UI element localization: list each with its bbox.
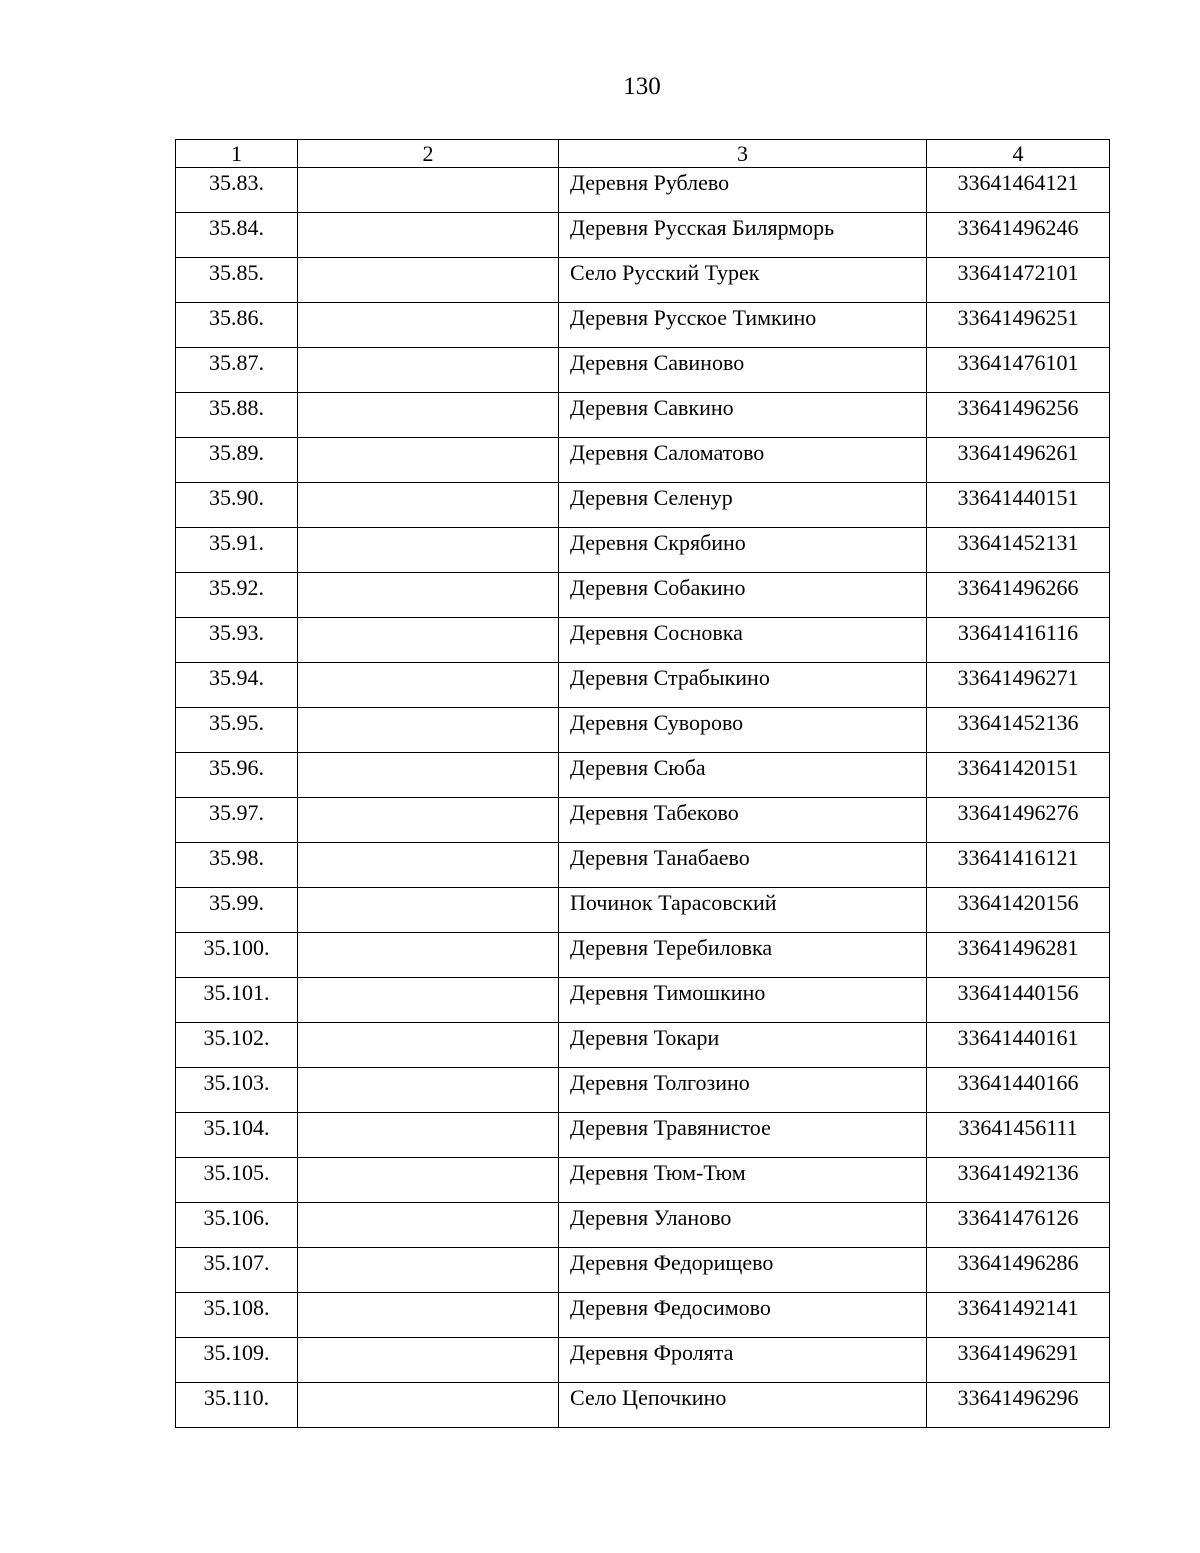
row-number-cell: 35.105. (176, 1158, 298, 1203)
settlement-name-cell: Деревня Тимошкино (559, 978, 927, 1023)
row-number-cell: 35.108. (176, 1293, 298, 1338)
settlement-name-cell: Деревня Сюба (559, 753, 927, 798)
oktmo-code-cell: 33641440151 (927, 483, 1110, 528)
oktmo-code-cell: 33641496251 (927, 303, 1110, 348)
settlement-name-cell: Деревня Савиново (559, 348, 927, 393)
empty-cell (298, 168, 559, 213)
table-row (176, 1023, 1110, 1068)
table-row (176, 348, 1110, 393)
settlement-name-cell: Деревня Собакино (559, 573, 927, 618)
oktmo-code-cell: 33641476126 (927, 1203, 1110, 1248)
table-row (176, 528, 1110, 573)
empty-cell (298, 213, 559, 258)
row-number-cell: 35.96. (176, 753, 298, 798)
row-number-cell: 35.100. (176, 933, 298, 978)
empty-cell (298, 1293, 559, 1338)
row-number-cell: 35.85. (176, 258, 298, 303)
oktmo-code-cell: 33641496261 (927, 438, 1110, 483)
table-row (176, 1248, 1110, 1293)
row-number-cell: 35.92. (176, 573, 298, 618)
settlement-name-cell: Село Цепочкино (559, 1383, 927, 1428)
row-number-cell: 35.103. (176, 1068, 298, 1113)
empty-cell (298, 1158, 559, 1203)
empty-cell (298, 258, 559, 303)
empty-cell (298, 978, 559, 1023)
row-number-cell: 35.99. (176, 888, 298, 933)
empty-cell (298, 708, 559, 753)
empty-cell (298, 438, 559, 483)
table-row (176, 168, 1110, 213)
empty-cell (298, 933, 559, 978)
table-body (176, 168, 1110, 1428)
oktmo-code-cell: 33641416116 (927, 618, 1110, 663)
column-header-4: 4 (927, 140, 1110, 168)
table-row (176, 933, 1110, 978)
settlements-table (175, 139, 1110, 1428)
oktmo-code-cell: 33641464121 (927, 168, 1110, 213)
settlement-name-cell: Деревня Уланово (559, 1203, 927, 1248)
settlement-name-cell: Деревня Сосновка (559, 618, 927, 663)
oktmo-code-cell: 33641440156 (927, 978, 1110, 1023)
empty-cell (298, 528, 559, 573)
settlement-name-cell: Деревня Рублево (559, 168, 927, 213)
row-number-cell: 35.94. (176, 663, 298, 708)
oktmo-code-cell: 33641496296 (927, 1383, 1110, 1428)
empty-cell (298, 1203, 559, 1248)
empty-cell (298, 618, 559, 663)
row-number-cell: 35.88. (176, 393, 298, 438)
oktmo-code-cell: 33641496286 (927, 1248, 1110, 1293)
empty-cell (298, 483, 559, 528)
oktmo-code-cell: 33641416121 (927, 843, 1110, 888)
oktmo-code-cell: 33641420151 (927, 753, 1110, 798)
empty-cell (298, 1113, 559, 1158)
row-number-cell: 35.98. (176, 843, 298, 888)
table-row (176, 258, 1110, 303)
oktmo-code-cell: 33641496291 (927, 1338, 1110, 1383)
row-number-cell: 35.106. (176, 1203, 298, 1248)
table-row (176, 1338, 1110, 1383)
settlement-name-cell: Деревня Теребиловка (559, 933, 927, 978)
settlement-name-cell: Деревня Скрябино (559, 528, 927, 573)
oktmo-code-cell: 33641492141 (927, 1293, 1110, 1338)
empty-cell (298, 348, 559, 393)
row-number-cell: 35.84. (176, 213, 298, 258)
row-number-cell: 35.87. (176, 348, 298, 393)
table-row (176, 438, 1110, 483)
oktmo-code-cell: 33641496281 (927, 933, 1110, 978)
oktmo-code-cell: 33641472101 (927, 258, 1110, 303)
empty-cell (298, 1068, 559, 1113)
settlement-name-cell: Деревня Саломатово (559, 438, 927, 483)
empty-cell (298, 393, 559, 438)
table-row (176, 1383, 1110, 1428)
empty-cell (298, 663, 559, 708)
oktmo-code-cell: 33641452136 (927, 708, 1110, 753)
empty-cell (298, 303, 559, 348)
oktmo-code-cell: 33641440166 (927, 1068, 1110, 1113)
empty-cell (298, 798, 559, 843)
row-number-cell: 35.101. (176, 978, 298, 1023)
column-header-3: 3 (559, 140, 927, 168)
row-number-cell: 35.89. (176, 438, 298, 483)
settlement-name-cell: Деревня Суворово (559, 708, 927, 753)
table-row (176, 1293, 1110, 1338)
page-number: 130 (623, 73, 661, 100)
column-header-1: 1 (176, 140, 298, 168)
table-row (176, 393, 1110, 438)
row-number-cell: 35.83. (176, 168, 298, 213)
row-number-cell: 35.90. (176, 483, 298, 528)
empty-cell (298, 573, 559, 618)
oktmo-code-cell: 33641420156 (927, 888, 1110, 933)
row-number-cell: 35.95. (176, 708, 298, 753)
empty-cell (298, 843, 559, 888)
settlement-name-cell: Починок Тарасовский (559, 888, 927, 933)
settlement-name-cell: Деревня Страбыкино (559, 663, 927, 708)
table-row (176, 303, 1110, 348)
oktmo-code-cell: 33641440161 (927, 1023, 1110, 1068)
settlement-name-cell: Село Русский Турек (559, 258, 927, 303)
table-row (176, 1203, 1110, 1248)
empty-cell (298, 1248, 559, 1293)
oktmo-code-cell: 33641496271 (927, 663, 1110, 708)
row-number-cell: 35.107. (176, 1248, 298, 1293)
row-number-cell: 35.97. (176, 798, 298, 843)
empty-cell (298, 888, 559, 933)
settlement-name-cell: Деревня Тюм-Тюм (559, 1158, 927, 1203)
empty-cell (298, 1023, 559, 1068)
table-row (176, 978, 1110, 1023)
settlement-name-cell: Деревня Токари (559, 1023, 927, 1068)
oktmo-code-cell: 33641496266 (927, 573, 1110, 618)
settlement-name-cell: Деревня Русская Билярморь (559, 213, 927, 258)
table-row (176, 708, 1110, 753)
row-number-cell: 35.86. (176, 303, 298, 348)
settlement-name-cell: Деревня Русское Тимкино (559, 303, 927, 348)
table-row (176, 798, 1110, 843)
oktmo-code-cell: 33641496276 (927, 798, 1110, 843)
column-header-2: 2 (298, 140, 559, 168)
oktmo-code-cell: 33641456111 (927, 1113, 1110, 1158)
oktmo-code-cell: 33641496256 (927, 393, 1110, 438)
row-number-cell: 35.110. (176, 1383, 298, 1428)
table-row (176, 483, 1110, 528)
table-row (176, 1158, 1110, 1203)
table-row (176, 1068, 1110, 1113)
settlement-name-cell: Деревня Толгозино (559, 1068, 927, 1113)
table-row (176, 1113, 1110, 1158)
empty-cell (298, 753, 559, 798)
settlement-name-cell: Деревня Селенур (559, 483, 927, 528)
table-row (176, 753, 1110, 798)
oktmo-code-cell: 33641492136 (927, 1158, 1110, 1203)
table-row (176, 888, 1110, 933)
row-number-cell: 35.104. (176, 1113, 298, 1158)
row-number-cell: 35.93. (176, 618, 298, 663)
empty-cell (298, 1338, 559, 1383)
settlement-name-cell: Деревня Савкино (559, 393, 927, 438)
settlement-name-cell: Деревня Федосимово (559, 1293, 927, 1338)
table-row (176, 618, 1110, 663)
settlement-name-cell: Деревня Танабаево (559, 843, 927, 888)
row-number-cell: 35.102. (176, 1023, 298, 1068)
table-header-row (176, 140, 1110, 168)
settlement-name-cell: Деревня Федорищево (559, 1248, 927, 1293)
settlement-name-cell: Деревня Травянистое (559, 1113, 927, 1158)
table-row (176, 843, 1110, 888)
oktmo-code-cell: 33641476101 (927, 348, 1110, 393)
empty-cell (298, 1383, 559, 1428)
oktmo-code-cell: 33641452131 (927, 528, 1110, 573)
oktmo-code-cell: 33641496246 (927, 213, 1110, 258)
table-row (176, 663, 1110, 708)
row-number-cell: 35.91. (176, 528, 298, 573)
settlement-name-cell: Деревня Табеково (559, 798, 927, 843)
table-row (176, 213, 1110, 258)
row-number-cell: 35.109. (176, 1338, 298, 1383)
settlement-name-cell: Деревня Фролята (559, 1338, 927, 1383)
table-row (176, 573, 1110, 618)
